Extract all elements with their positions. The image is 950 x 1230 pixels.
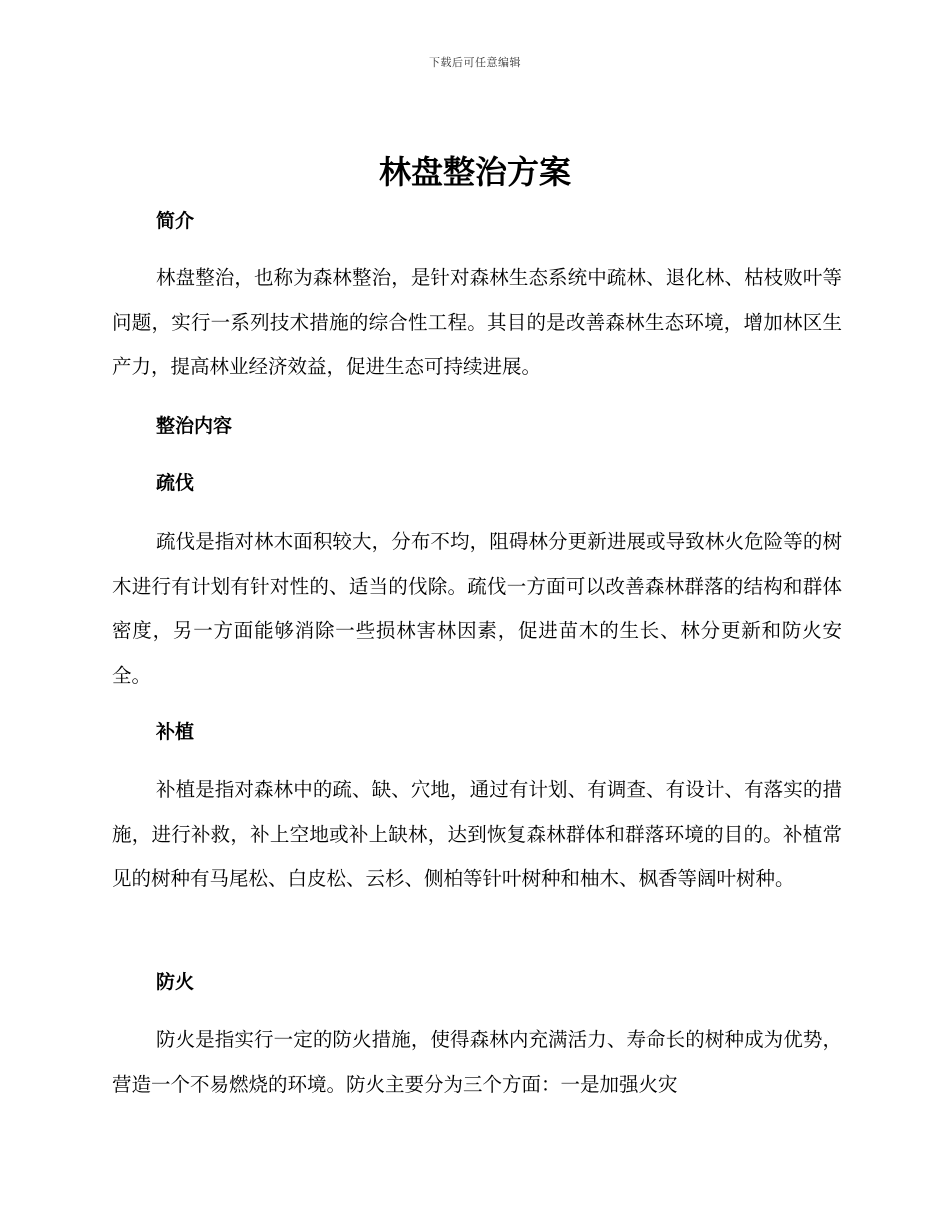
paragraph-fire-prevention: 防火是指实行一定的防火措施，使得森林内充满活力、寿命长的树种成为优势，营造一个不易燃烧的环境。防火主要分为三个方面：一是加强火灾: [112, 1028, 842, 1096]
page-header-note: 下载后可任意编辑: [429, 56, 521, 69]
section-heading-replanting: 补植: [156, 721, 195, 743]
section-heading-fire-prevention: 防火: [156, 971, 195, 993]
paragraph-thinning: 疏伐是指对林木面积较大，分布不均，阻碍林分更新进展或导致林火危险等的树木进行有计划有针对性的、适当的伐除。疏伐一方面可以改善森林群落的结构和群体密度，另一方面能够消除一些损林害林因素，促进苗木的生长、林分更新和防火安全。: [112, 530, 842, 687]
section-heading-thinning: 疏伐: [156, 472, 195, 494]
section-heading-intro: 简介: [156, 210, 195, 232]
paragraph-replanting: 补植是指对森林中的疏、缺、穴地，通过有计划、有调查、有设计、有落实的措施，进行补救，补上空地或补上缺林，达到恢复森林群体和群落环境的目的。补植常见的树种有马尾松、白皮松、云杉、侧柏等针叶树种和柚木、枫香等阔叶树种。: [112, 778, 842, 890]
document-title: 林盘整治方案: [378, 153, 571, 191]
paragraph-intro: 林盘整治，也称为森林整治，是针对森林生态系统中疏林、退化林、枯枝败叶等问题，实行一系列技术措施的综合性工程。其目的是改善森林生态环境，增加林区生产力，提高林业经济效益，促进生态可持续进展。: [112, 266, 842, 378]
section-heading-content: 整治内容: [156, 415, 233, 437]
